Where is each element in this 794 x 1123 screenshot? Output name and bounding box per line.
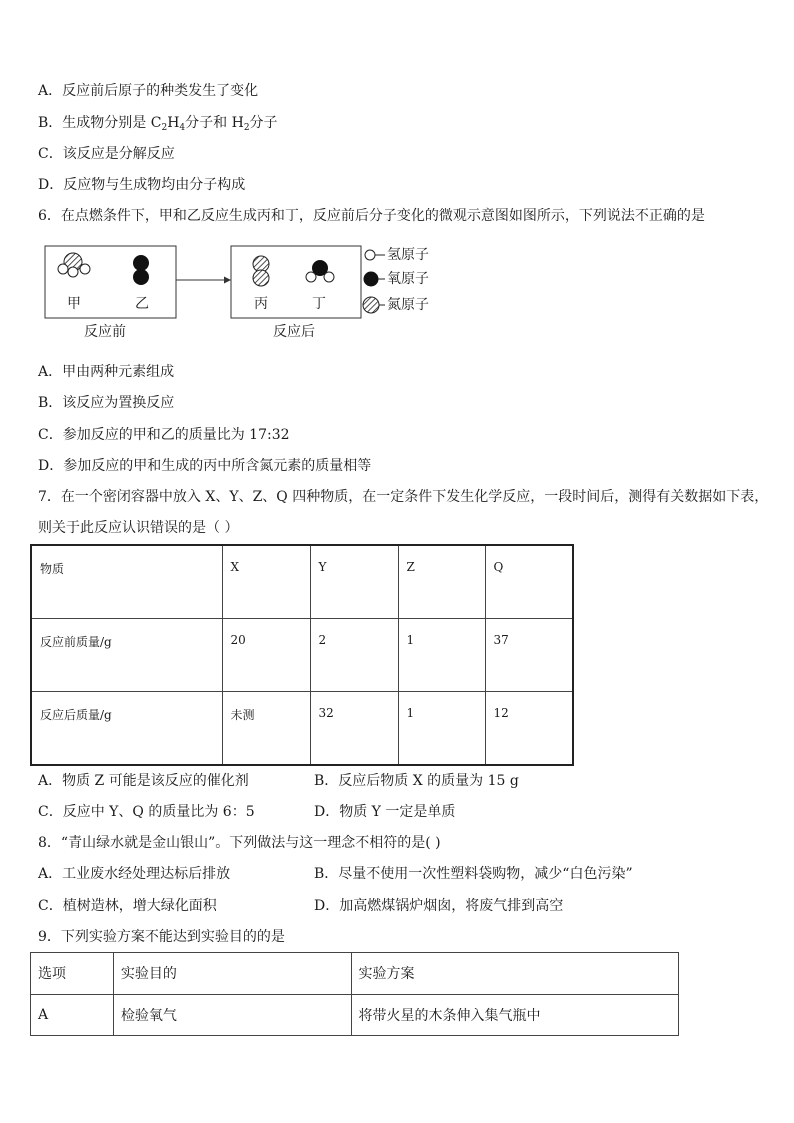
table-cell: Y [310, 545, 398, 619]
q8-option-c: C．植树造林，增大绿化面积 [38, 898, 217, 914]
q7-stem-line2: 则关于此反应认识错误的是（ ） [38, 520, 239, 536]
q7-option-a: A．物质 Z 可能是该反应的催化剂 [38, 773, 249, 789]
q5-option-c: C．该反应是分解反应 [38, 146, 175, 162]
q9-options-table [30, 952, 679, 1036]
bing-molecule-icon [253, 256, 269, 286]
table-cell: Z [398, 545, 485, 619]
q7-option-b: B．反应后物质 X 的质量为 15 g [314, 773, 519, 789]
table-cell: 实验目的 [113, 953, 351, 995]
table-row [31, 692, 573, 766]
jia-molecule-icon [58, 253, 90, 277]
table-cell: 将带火星的木条伸入集气瓶中 [351, 994, 678, 1036]
table-cell: 20 [222, 619, 310, 692]
table-cell: A [31, 994, 114, 1036]
legend-nitrogen-label: 氮原子 [387, 297, 429, 313]
before-label: 反应前 [84, 324, 126, 340]
legend-hydrogen-icon [365, 250, 385, 260]
table-cell: 反应前质量/g [31, 619, 222, 692]
legend-hydrogen-label: 氢原子 [387, 247, 429, 263]
q8-option-a: A．工业废水经处理达标后排放 [38, 866, 231, 882]
q7-option-c: C．反应中 Y、Q 的质量比为 6：5 [38, 804, 255, 820]
table-row [31, 994, 679, 1036]
ding-molecule-icon [306, 260, 334, 282]
q8-option-d: D．加高燃煤锅炉烟囱，将废气排到高空 [314, 898, 564, 914]
q9-stem: 9．下列实验方案不能达到实验目的的是 [38, 929, 285, 945]
table-cell: 选项 [31, 953, 114, 995]
table-row [31, 953, 679, 995]
table-cell: X [222, 545, 310, 619]
jia-label: 甲 [67, 296, 81, 312]
table-cell: 实验方案 [351, 953, 678, 995]
table-cell: 物质 [31, 545, 222, 619]
table-cell: Q [485, 545, 573, 619]
q7-stem-line1: 7．在一个密闭容器中放入 X、Y、Z、Q 四种物质，在一定条件下发生化学反应，一段时间后，测得有关数据如下表， [38, 489, 769, 505]
q6-stem: 6．在点燃条件下，甲和乙反应生成丙和丁，反应前后分子变化的微观示意图如图所示，下列说法不正确的是 [38, 208, 705, 224]
q6-option-c: C．参加反应的甲和乙的质量比为 17:32 [38, 427, 290, 443]
q6-option-a: A．甲由两种元素组成 [38, 364, 175, 380]
arrow-head-icon [224, 277, 231, 284]
after-label: 反应后 [273, 324, 315, 340]
q5-option-d: D．反应物与生成物均由分子构成 [38, 177, 246, 193]
table-row [31, 619, 573, 692]
q7-data-table [30, 544, 574, 766]
legend-oxygen-icon [364, 272, 386, 287]
table-cell: 2 [310, 619, 398, 692]
yi-molecule-icon [133, 255, 149, 285]
table-cell: 37 [485, 619, 573, 692]
after-box [231, 246, 361, 318]
q8-stem: 8．“青山绿水就是金山银山”。下列做法与这一理念不相符的是( ) [38, 835, 441, 851]
table-cell: 1 [398, 692, 485, 766]
bing-label: 丙 [254, 296, 268, 312]
table-cell: 反应后质量/g [31, 692, 222, 766]
q8-option-b: B．尽量不使用一次性塑料袋购物，减少“白色污染” [314, 866, 633, 882]
table-row [31, 545, 573, 619]
table-cell: 32 [310, 692, 398, 766]
table-cell: 检验氧气 [113, 994, 351, 1036]
table-cell: 12 [485, 692, 573, 766]
legend-oxygen-label: 氧原子 [387, 271, 429, 287]
q5-option-b: B．生成物分别是 $C_2H_4$分子和 $H_2$分子 [38, 115, 278, 133]
q6-option-b: B．该反应为置换反应 [38, 395, 175, 411]
q6-option-d: D．参加反应的甲和生成的丙中所含氮元素的质量相等 [38, 458, 372, 474]
table-cell: 1 [398, 619, 485, 692]
table-cell: 未测 [222, 692, 310, 766]
q7-option-d: D．物质 Y 一定是单质 [314, 804, 456, 820]
yi-label: 乙 [135, 296, 149, 312]
ding-label: 丁 [312, 296, 326, 312]
q5-option-a: A．反应前后原子的种类发生了变化 [38, 83, 259, 99]
legend-nitrogen-icon [363, 297, 385, 313]
before-box [45, 246, 176, 318]
